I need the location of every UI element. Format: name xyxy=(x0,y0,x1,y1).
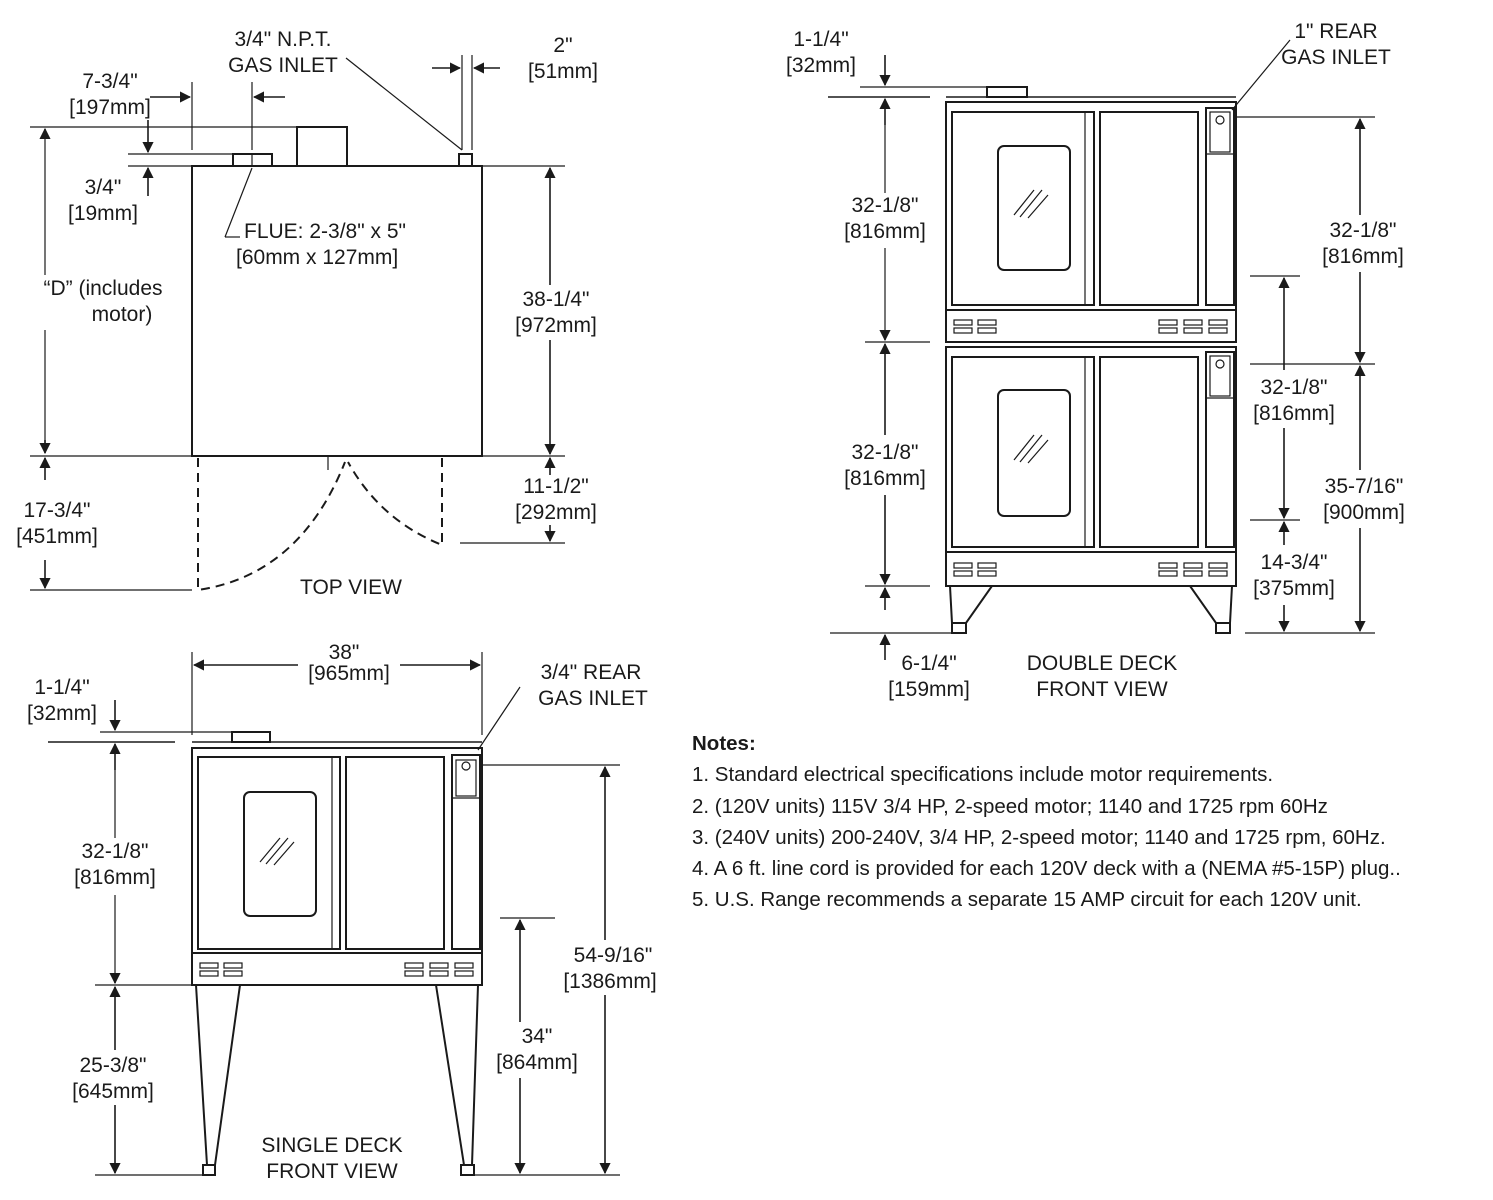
sd-title-1: SINGLE DECK xyxy=(261,1134,403,1157)
flue-label-1: FLUE: 2-3/8" x 5" xyxy=(244,220,406,243)
motor-housing xyxy=(297,127,347,166)
sd-leg-left xyxy=(196,985,240,1165)
dd-lower-left-in: 32-1/8" xyxy=(851,441,919,464)
sd-gas-inlet-1: 3/4" REAR xyxy=(540,661,642,684)
dd-lower-window xyxy=(998,390,1070,516)
dd-upper-left-in: 32-1/8" xyxy=(851,194,919,217)
depth-label-2: motor) xyxy=(91,303,153,326)
dd-dim-6-in: 6-1/4" xyxy=(901,652,957,675)
dim-11-1-2-mm: [292mm] xyxy=(515,501,597,524)
sd-title-2: FRONT VIEW xyxy=(266,1160,398,1183)
sd-dim-54-in: 54-9/16" xyxy=(573,944,653,967)
sd-dim-1-1-4-mm: [32mm] xyxy=(26,702,98,725)
dd-upper-right-in: 32-1/8" xyxy=(1329,219,1397,242)
sd-dim-34-mm: [864mm] xyxy=(496,1051,578,1074)
dd-lower-base-band xyxy=(946,552,1236,586)
dd-lower-door-right xyxy=(1100,357,1198,547)
sd-dim-25-3-8-in: 25-3/8" xyxy=(79,1054,147,1077)
sd-dim-1-1-4-in: 1-1/4" xyxy=(34,676,90,699)
dim-3-4-mm: [19mm] xyxy=(67,202,139,225)
sd-dim-32-1-8-in: 32-1/8" xyxy=(81,840,149,863)
gas-inlet-label-2: GAS INLET xyxy=(228,54,338,77)
dd-title-2: FRONT VIEW xyxy=(1036,678,1168,701)
dim-17-3-4-mm: [451mm] xyxy=(16,525,98,548)
dim-17-3-4-in: 17-3/4" xyxy=(23,499,91,522)
door-swing-right xyxy=(348,458,442,545)
dd-dim-14-in: 14-3/4" xyxy=(1260,551,1328,574)
dim-38-1-4-mm: [972mm] xyxy=(515,314,597,337)
sd-dim-32-1-8-mm: [816mm] xyxy=(74,866,156,889)
dd-gas-inlet-1: 1" REAR xyxy=(1294,20,1378,43)
dim-2-mm: [51mm] xyxy=(527,60,599,83)
dd-lower-left-mm: [816mm] xyxy=(844,467,926,490)
dd-upper-window xyxy=(998,146,1070,270)
dd-dim-6-mm: [159mm] xyxy=(888,678,970,701)
dd-dim-1-1-4-mm: [32mm] xyxy=(785,54,857,77)
note-item: 3. (240V units) 200-240V, 3/4 HP, 2-speed motor; 1140 and 1725 rpm, 60Hz. xyxy=(692,825,1386,849)
sd-dim-54-mm: [1386mm] xyxy=(563,970,657,993)
sd-top-vent xyxy=(232,732,270,742)
sd-dim-25-3-8-mm: [645mm] xyxy=(72,1080,154,1103)
notes-block xyxy=(692,728,1487,916)
dd-upper-left-mm: [816mm] xyxy=(844,220,926,243)
dd-leg-right xyxy=(1190,586,1232,623)
gas-inlet-stub xyxy=(459,154,472,166)
gas-inlet-label-1: 3/4" N.P.T. xyxy=(234,28,332,51)
dd-gas-inlet-2: GAS INLET xyxy=(1281,46,1391,69)
dd-top-vent xyxy=(987,87,1027,97)
dim-7-3-4-in: 7-3/4" xyxy=(82,70,138,93)
sd-width-in: 38" xyxy=(328,641,360,664)
dd-dim-1-1-4-in: 1-1/4" xyxy=(793,28,849,51)
dd-upper-base-band xyxy=(946,310,1236,342)
flue-label-2: [60mm x 127mm] xyxy=(236,246,399,269)
depth-label-1: “D” (includes xyxy=(43,277,163,300)
sd-width-mm: [965mm] xyxy=(308,662,390,685)
sd-door-right xyxy=(346,757,444,949)
top-view-title: TOP VIEW xyxy=(300,576,402,599)
dd-dim-35-in: 35-7/16" xyxy=(1324,475,1404,498)
note-item: 4. A 6 ft. line cord is provided for each 120V deck with a (NEMA #5-15P) plug.. xyxy=(692,857,1401,881)
note-item: 2. (120V units) 115V 3/4 HP, 2-speed motor; 1140 and 1725 rpm 60Hz xyxy=(692,794,1328,818)
dim-11-1-2-in: 11-1/2" xyxy=(523,475,589,498)
dd-mid-right-mm: [816mm] xyxy=(1253,402,1335,425)
dd-leg-left xyxy=(950,586,992,623)
dd-upper-right-mm: [816mm] xyxy=(1322,245,1404,268)
dd-dim-35-mm: [900mm] xyxy=(1323,501,1405,524)
dim-2-in: 2" xyxy=(553,34,573,57)
sd-gas-inlet-2: GAS INLET xyxy=(538,687,648,710)
dim-38-1-4-in: 38-1/4" xyxy=(522,288,590,311)
door-swing-left xyxy=(198,458,345,590)
note-item: 1. Standard electrical specifications include motor requirements. xyxy=(692,763,1274,787)
sd-base-band xyxy=(192,953,482,985)
dim-3-4-in: 3/4" xyxy=(84,176,122,199)
dd-dim-14-mm: [375mm] xyxy=(1253,577,1335,600)
note-item: 5. U.S. Range recommends a separate 15 AMP circuit for each 120V unit. xyxy=(692,888,1362,912)
sd-dim-34-in: 34" xyxy=(521,1025,553,1048)
notes-title: Notes: xyxy=(692,732,756,755)
dd-upper-door-right xyxy=(1100,112,1198,305)
dd-title-1: DOUBLE DECK xyxy=(1026,652,1178,675)
dd-mid-right-in: 32-1/8" xyxy=(1260,376,1328,399)
sd-leg-right xyxy=(436,985,478,1165)
dim-7-3-4-mm: [197mm] xyxy=(69,96,151,119)
sd-window xyxy=(244,792,316,916)
